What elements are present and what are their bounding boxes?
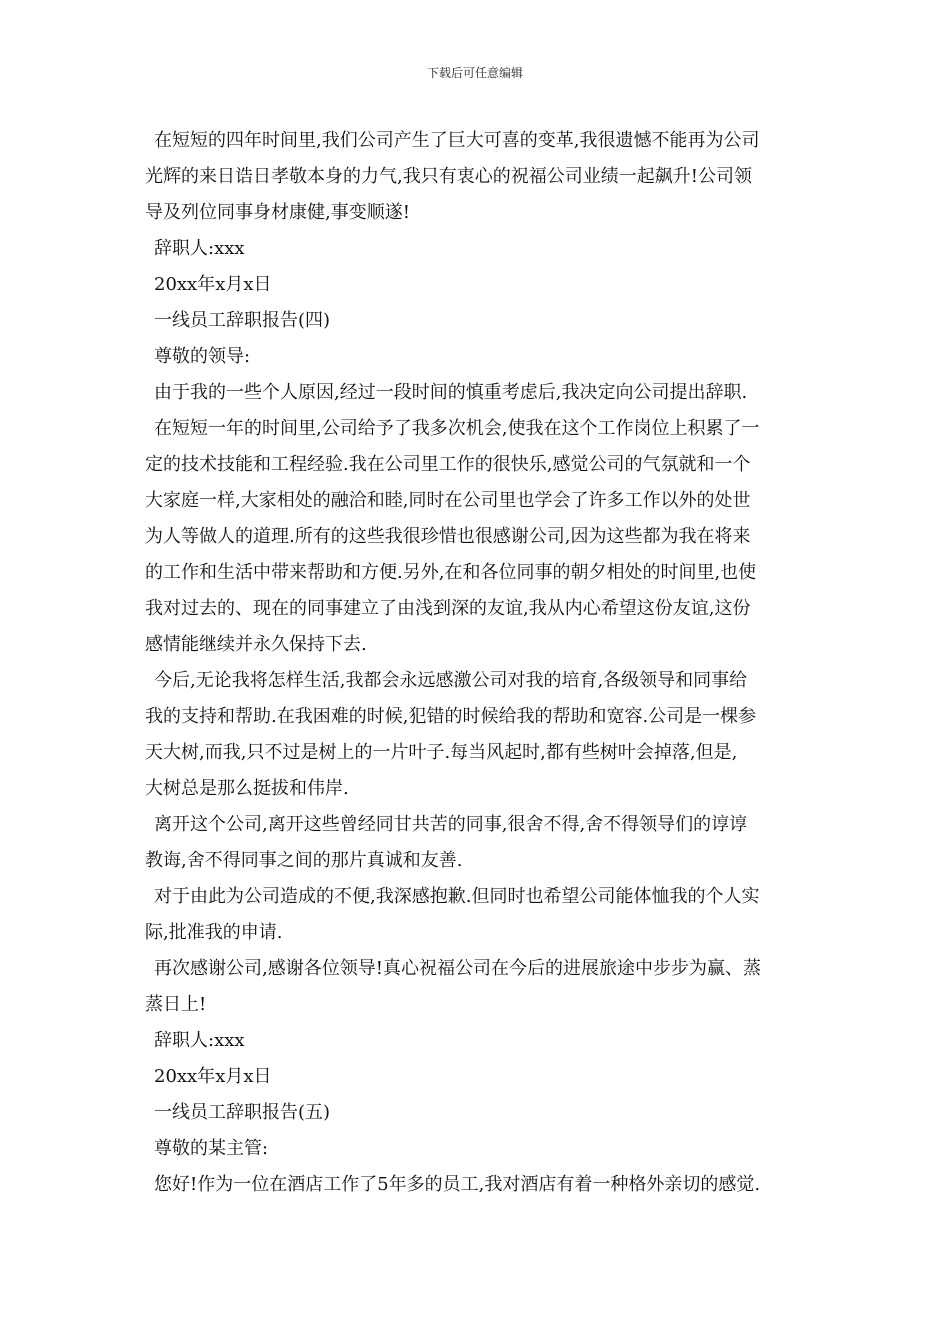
text-line: 我对过去的、现在的同事建立了由浅到深的友谊,我从内心希望这份友谊,这份 [145, 598, 751, 619]
text-line: 对于由此为公司造成的不便,我深感抱歉.但同时也希望公司能体恤我的个人实 [154, 886, 760, 907]
text-line: 为人等做人的道理.所有的这些我很珍惜也很感谢公司,因为这些都为我在将来 [145, 526, 751, 547]
text-line: 光辉的来日诰日孝敬本身的力气,我只有衷心的祝福公司业绩一起飙升!公司领 [145, 166, 752, 187]
text-line: 再次感谢公司,感谢各位领导!真心祝福公司在今后的进展旅途中步步为赢、蒸 [154, 958, 761, 979]
text-line: 感情能继续并永久保持下去. [145, 634, 367, 655]
text-line: 际,批准我的申请. [145, 922, 283, 943]
text-line: 导及列位同事身材康健,事变顺遂! [145, 202, 410, 223]
text-line: 天大树,而我,只不过是树上的一片叶子.每当风起时,都有些树叶会掉落,但是, [145, 742, 738, 763]
text-line: 蒸日上! [145, 994, 207, 1015]
text-line: 一线员工辞职报告(四) [154, 310, 331, 331]
text-line: 在短短一年的时间里,公司给予了我多次机会,使我在这个工作岗位上积累了一 [154, 418, 760, 439]
text-line: 离开这个公司,离开这些曾经同甘共苦的同事,很舍不得,舍不得领导们的谆谆 [154, 814, 748, 835]
page-header: 下载后可任意编辑 [426, 66, 523, 80]
text-line: 辞职人:xxx [154, 1030, 245, 1051]
text-line: 20xx年x月x日 [154, 274, 272, 295]
text-line: 尊敬的领导: [154, 346, 251, 367]
text-line: 定的技术技能和工程经验.我在公司里工作的很快乐,感觉公司的气氛就和一个 [145, 454, 751, 475]
text-line: 的工作和生活中带来帮助和方便.另外,在和各位同事的朝夕相处的时间里,也使 [145, 562, 757, 583]
text-line: 大树总是那么挺拔和伟岸. [145, 778, 349, 799]
text-line: 大家庭一样,大家相处的融洽和睦,同时在公司里也学会了许多工作以外的处世 [145, 490, 751, 511]
document-body [145, 123, 810, 1203]
text-line: 尊敬的某主管: [154, 1138, 269, 1159]
text-line: 一线员工辞职报告(五) [154, 1102, 331, 1123]
text-line: 辞职人:xxx [154, 238, 245, 259]
text-line: 20xx年x月x日 [154, 1066, 272, 1087]
text-line: 教诲,舍不得同事之间的那片真诚和友善. [145, 850, 463, 871]
text-line: 在短短的四年时间里,我们公司产生了巨大可喜的变革,我很遗憾不能再为公司 [154, 130, 760, 151]
text-line: 由于我的一些个人原因,经过一段时间的慎重考虑后,我决定向公司提出辞职. [154, 382, 748, 403]
text-line: 今后,无论我将怎样生活,我都会永远感激公司对我的培育,各级领导和同事给 [154, 670, 748, 691]
text-line: 我的支持和帮助.在我困难的时候,犯错的时候给我的帮助和宽容.公司是一棵参 [145, 706, 757, 727]
text-line: 您好!作为一位在酒店工作了5年多的员工,我对酒店有着一种格外亲切的感觉. [154, 1174, 761, 1195]
